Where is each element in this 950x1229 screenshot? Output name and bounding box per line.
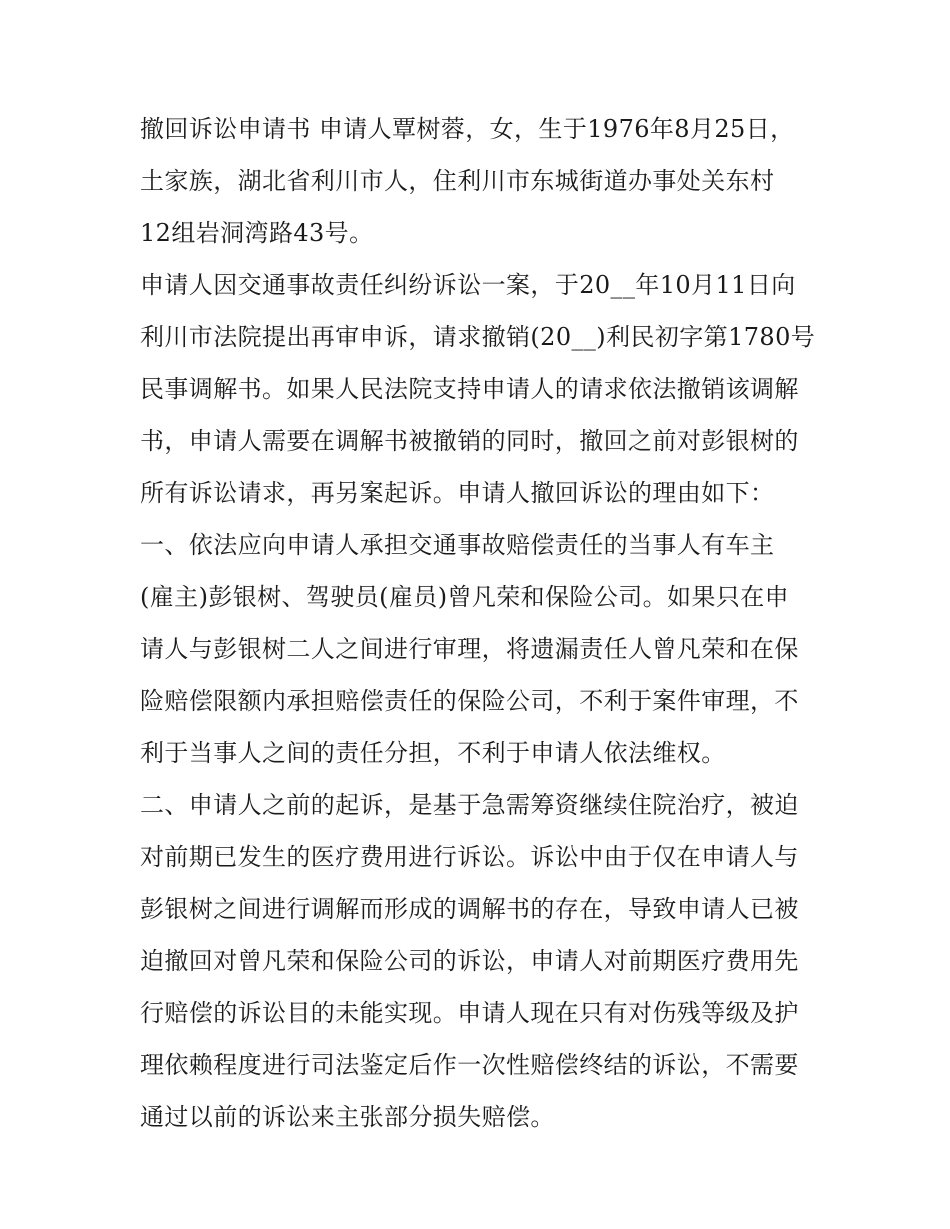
text-line: 行赔偿的诉讼目的未能实现。申请人现在只有对伤残等级及护: [140, 999, 799, 1027]
text-line: 一、依法应向申请人承担交通事故赔偿责任的当事人有车主: [140, 531, 775, 559]
text-line: 民事调解书。如果人民法院支持申请人的请求依法撤销该调解: [140, 375, 799, 403]
document-body: [140, 103, 820, 1143]
text-line: 对前期已发生的医疗费用进行诉讼。诉讼中由于仅在申请人与: [140, 843, 799, 871]
text-line: 撤回诉讼申请书 申请人覃树蓉，女，生于1976年8月25日，: [140, 115, 795, 143]
text-line: 理依赖程度进行司法鉴定后作一次性赔偿终结的诉讼，不需要: [140, 1051, 799, 1079]
text-line: 迫撤回对曾凡荣和保险公司的诉讼，申请人对前期医疗费用先: [140, 947, 799, 975]
text-line: 请人与彭银树二人之间进行审理，将遗漏责任人曾凡荣和在保: [140, 635, 799, 663]
text-line: (雇主)彭银树、驾驶员(雇员)曾凡荣和保险公司。如果只在申: [140, 583, 790, 611]
text-line: 利于当事人之间的责任分担，不利于申请人依法维权。: [140, 739, 726, 767]
text-line: 12组岩洞湾路43号。: [140, 219, 374, 247]
text-line: 土家族，湖北省利川市人，住利川市东城街道办事处关东村: [140, 167, 775, 195]
text-line: 彭银树之间进行调解而形成的调解书的存在，导致申请人已被: [140, 895, 799, 923]
text-line: 所有诉讼请求，再另案起诉。申请人撤回诉讼的理由如下：: [140, 479, 775, 507]
text-line: 利川市法院提出再审申诉，请求撤销(20__)利民初字第1780号: [140, 323, 816, 351]
text-line: 险赔偿限额内承担赔偿责任的保险公司，不利于案件审理，不: [140, 687, 799, 715]
text-line: 二、申请人之前的起诉，是基于急需筹资继续住院治疗，被迫: [140, 791, 799, 819]
text-line: 通过以前的诉讼来主张部分损失赔偿。: [140, 1103, 555, 1131]
text-line: 申请人因交通事故责任纠纷诉讼一案，于20__年10月11日向: [140, 271, 796, 299]
text-line: 书，申请人需要在调解书被撤销的同时，撤回之前对彭银树的: [140, 427, 799, 455]
